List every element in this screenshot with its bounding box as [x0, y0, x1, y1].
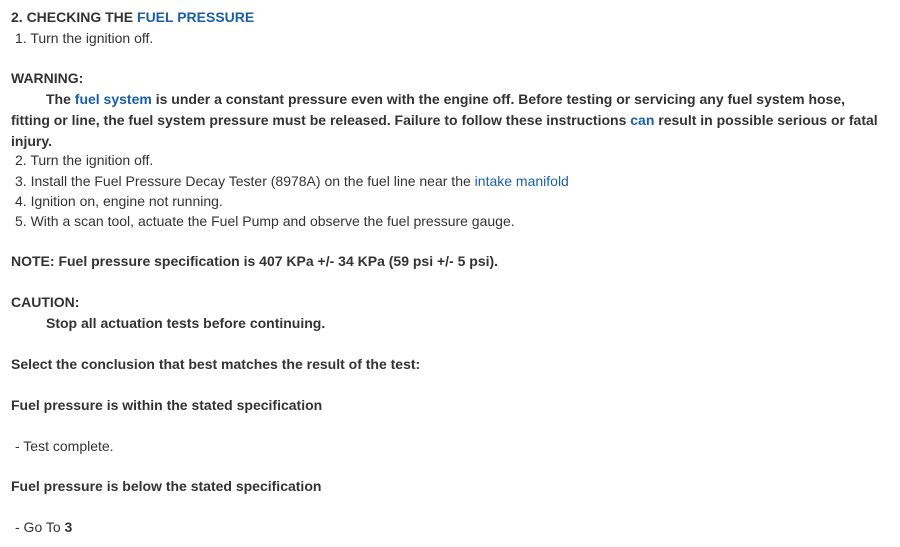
step-3-text: 3. Install the Fuel Pressure Decay Tester (8978A) on the fuel line near the — [15, 173, 475, 189]
conclusion-action-goto — [11, 517, 72, 537]
step-5: 5. With a scan tool, actuate the Fuel Pump and observe the fuel pressure gauge. — [15, 213, 515, 229]
conclusion-heading-within: Fuel pressure is within the stated specification — [11, 397, 323, 413]
goto-prefix: - Go To — [15, 519, 65, 535]
warning-text — [11, 89, 881, 152]
step-4: 4. Ignition on, engine not running. — [15, 193, 223, 209]
conclusion-prompt: Select the conclusion that best matches the result of the test: — [11, 356, 421, 372]
conclusion-action-complete: - Test complete. — [15, 438, 114, 454]
caution-text: Stop all actuation tests before continuing. — [46, 315, 326, 331]
can-link[interactable]: can — [630, 112, 655, 128]
section-title-prefix: 2. CHECKING THE — [11, 9, 138, 25]
warning-label: WARNING: — [11, 70, 84, 86]
caution-label: CAUTION: — [11, 294, 80, 310]
fuel-system-link[interactable]: fuel system — [74, 91, 152, 107]
warning-text-c: result in possible serious or fatal injury. — [11, 112, 878, 149]
fuel-pressure-link[interactable]: FUEL PRESSURE — [137, 9, 255, 25]
step-2: 2. Turn the ignition off. — [15, 152, 154, 168]
step-1: 1. Turn the ignition off. — [15, 30, 154, 46]
warning-text-b: is under a constant pressure even with the engine off. Before testing or servicing any fuel system hose, fitting or line, the fuel system pressure must be released. Failure to follow these instructions — [11, 91, 846, 128]
section-title — [11, 7, 254, 27]
warning-text-a: The — [46, 91, 75, 107]
intake-manifold-link[interactable]: intake manifold — [474, 173, 569, 189]
note-text: NOTE: Fuel pressure specification is 407 KPa +/- 34 KPa (59 psi +/- 5 psi). — [11, 253, 499, 269]
conclusion-heading-below: Fuel pressure is below the stated specification — [11, 478, 322, 494]
goto-step-3-link[interactable]: 3 — [64, 519, 73, 535]
step-3 — [11, 171, 569, 191]
